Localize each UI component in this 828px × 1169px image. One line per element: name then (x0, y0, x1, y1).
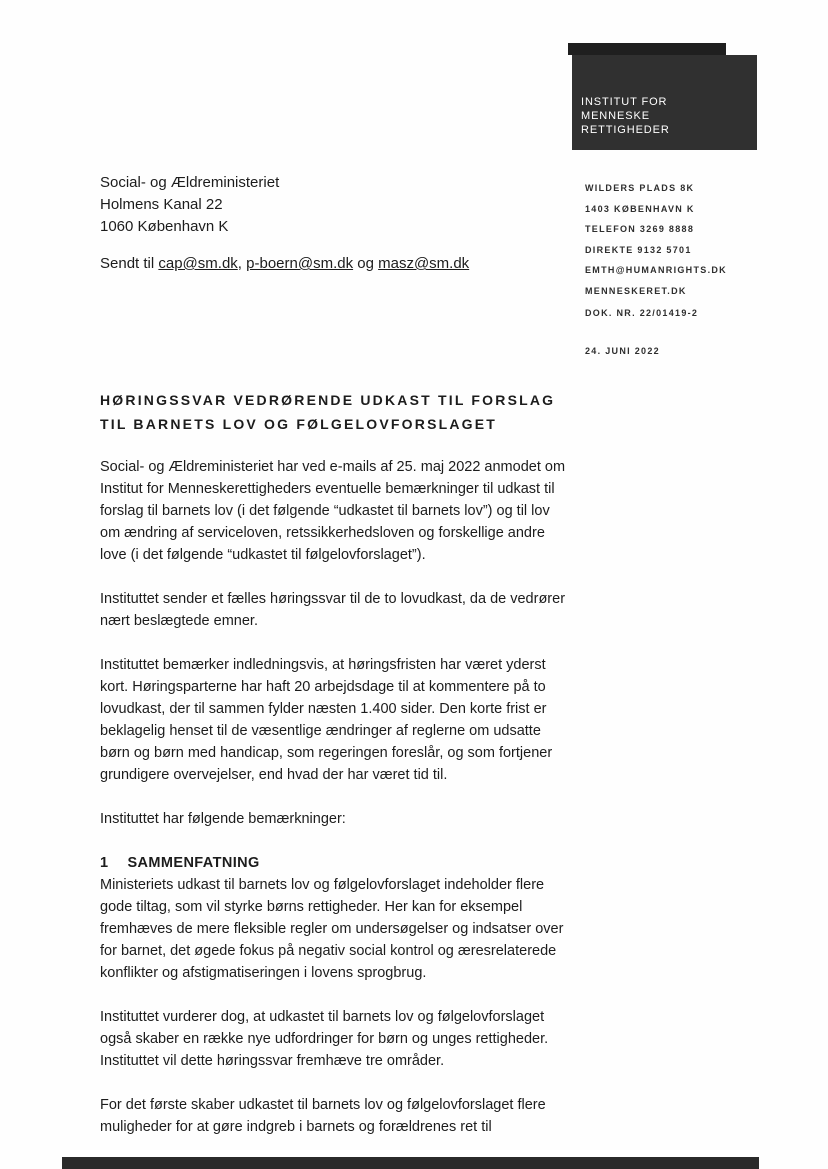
section-title: SAMMENFATNING (127, 855, 260, 871)
paragraph: Social- og Ældreministeriet har ved e-mails af 25. maj 2022 anmodet om Institut for Menneskerettigheders eventuelle bemærkninger til udkast til forslag til barnets lov (i det følgende “udkastet til barnets lov”) og til lov om ændring af serviceloven, retssikkerhedsloven og forskellige andre love (i det følgende “udkastet til følgelovforslaget”). (100, 459, 566, 563)
document-number: DOK. NR. 22/01419-2 (585, 308, 699, 318)
letter-title (100, 388, 570, 436)
title-line: TIL BARNETS LOV OG FØLGELOVFORSLAGET (100, 416, 498, 432)
paragraph: Ministeriets udkast til barnets lov og følgelovforslaget indeholder flere gode tiltag, som vil styrke børns rettigheder. Her kan for eksempel fremhæves de mere fleksible regler om undersøgelser og indsatser over for barnet, det øgede fokus på negativ social kontrol og æresrelaterede konflikter og afstigmatiseringen i lovens sprogbrug. (100, 877, 564, 981)
contact-line: MENNESKERET.DK (585, 285, 687, 296)
recipient-line: 1060 København K (100, 218, 229, 235)
section-number: 1 (100, 855, 109, 871)
paragraph: Instituttet sender et fælles høringssvar til de to lovudkast, da de vedrører nært beslægtede emner. (100, 591, 566, 629)
contact-line: TELEFON 3269 8888 (585, 224, 695, 234)
letter-date: 24. JUNI 2022 (585, 346, 660, 356)
contact-line: DIREKTE 9132 5701 (585, 244, 692, 255)
sent-to-prefix: Sendt til (100, 255, 159, 272)
letter-body (100, 388, 570, 1147)
logo-text-line: MENNESKE (581, 110, 650, 122)
title-line: HØRINGSSVAR VEDRØRENDE UDKAST TIL FORSLAG (100, 392, 556, 408)
logo-text-line: INSTITUT FOR (581, 96, 668, 108)
contact-line: EMTH@HUMANRIGHTS.DK (585, 265, 727, 275)
paragraph: Instituttet har følgende bemærkninger: (100, 811, 346, 827)
recipient-line: Holmens Kanal 22 (100, 196, 223, 213)
section-heading (100, 852, 570, 874)
recipient-line: Social- og Ældreministeriet (100, 174, 280, 191)
contact-line: WILDERS PLADS 8K (585, 183, 695, 193)
logo-top-bar (568, 43, 726, 55)
separator-text: , (237, 255, 247, 272)
email-link[interactable]: masz@sm.dk (378, 255, 470, 272)
contact-line: 1403 KØBENHAVN K (585, 203, 695, 214)
separator-text: og (353, 255, 379, 272)
logo-text-line: RETTIGHEDER (581, 124, 670, 136)
recipient-address (100, 172, 279, 238)
institute-logo (572, 55, 757, 150)
paragraph: For det første skaber udkastet til barnets lov og følgelovforslaget flere muligheder for at gøre indgreb i barnets og forældrenes ret til (100, 1097, 546, 1135)
paragraph: Instituttet bemærker indledningsvis, at høringsfristen har været yderst kort. Høringsparterne har haft 20 arbejdsdage til at kommentere på to lovudkast, der til sammen fylder næsten 1.400 sider. Den korte frist er beklagelig henset til de væsentlige ændringer af reglerne om udsatte børn og børn med handicap, som regeringen foreslår, og som fortjener grundigere overvejelser, end hvad der har været tid til. (100, 657, 553, 783)
contact-info (585, 178, 727, 301)
paragraph: Instituttet vurderer dog, at udkastet til barnets lov og følgelovforslaget også skaber en række nye udfordringer for børn og unges rettigheder. Instituttet vil dette høringssvar fremhæve tre områder. (100, 1009, 549, 1069)
sent-to-line (100, 253, 469, 275)
email-link[interactable]: cap@sm.dk (158, 255, 238, 272)
footer-bar (62, 1157, 759, 1169)
email-link[interactable]: p-boern@sm.dk (246, 255, 354, 272)
